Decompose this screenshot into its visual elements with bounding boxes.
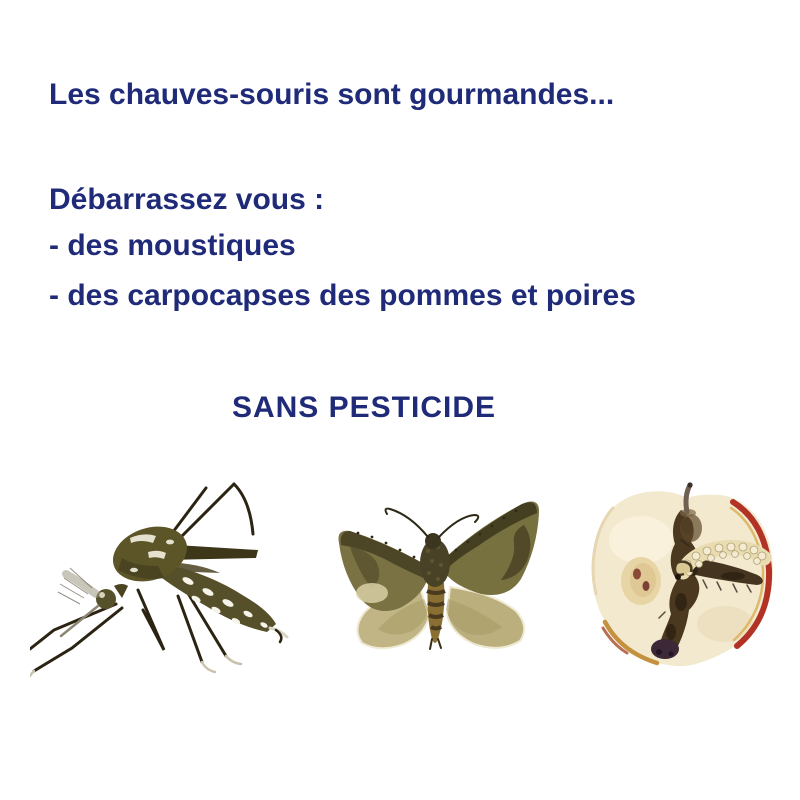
highlight-sans-pesticide: SANS PESTICIDE [231, 391, 497, 424]
mosquito-leg-tips [30, 656, 241, 676]
apple-core-seeds [621, 557, 661, 605]
poster-title: Les chauves-souris sont gourmandes... [49, 78, 615, 111]
intro-line: Débarrassez vous : [49, 183, 325, 216]
bullet-moustiques: - des moustiques [49, 229, 296, 262]
apple-with-larva-image [583, 482, 787, 672]
codling-moth-image [326, 487, 550, 662]
moth-antennae [386, 509, 479, 537]
mosquito-image [30, 478, 300, 678]
mosquito-head [58, 568, 128, 636]
bullet-carpocapses: - des carpocapses des pommes et poires [49, 279, 636, 312]
